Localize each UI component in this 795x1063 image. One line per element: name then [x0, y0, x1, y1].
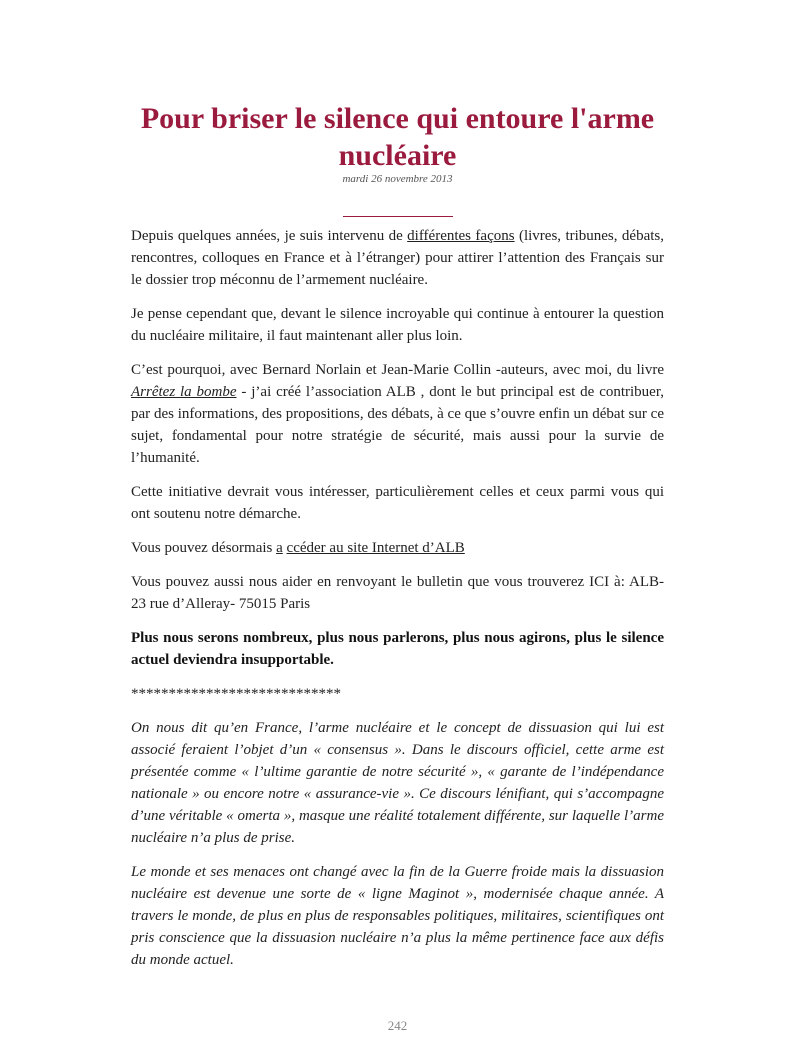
paragraph-2: Je pense cependant que, devant le silence incroyable qui continue à entourer la question du nucléaire militaire, il faut maintenant aller plus loin.	[131, 306, 664, 344]
paragraph-1-text-b: (livres, tribunes, débats, rencontres, colloques en France et à l’étranger) pour attirer l’attention des Français sur le dossier trop méconnu de l’armement nucléaire.	[131, 228, 664, 288]
paragraph-1-text-a: Depuis quelques années, je suis intervenu de	[131, 228, 408, 244]
link-acceder-site-alb[interactable]: ccéder au site Internet d’ALB	[286, 540, 465, 556]
paragraph-3-text-a: C’est pourquoi, avec Bernard Norlain et Jean-Marie Collin -auteurs, avec moi, du livre	[131, 362, 664, 378]
paragraph-4: Cette initiative devrait vous intéresser, particulièrement celles et ceux parmi vous qui ont soutenu notre démarche.	[131, 484, 664, 522]
link-acceder-part1[interactable]: a	[276, 540, 283, 556]
page-number: 242	[387, 1018, 408, 1033]
link-arretez-la-bombe[interactable]: Arrêtez la bombe	[131, 384, 237, 400]
link-differentes-facons[interactable]: différentes façons	[407, 228, 515, 244]
article-body	[131, 225, 664, 983]
paragraph-7-bold: Plus nous serons nombreux, plus nous parlerons, plus nous agirons, plus le silence actuel deviendra insupportable.	[131, 630, 664, 668]
paragraph-3	[131, 359, 664, 469]
paragraph-5	[131, 537, 664, 559]
stars-separator: ****************************	[131, 686, 341, 702]
paragraph-8: On nous dit qu’en France, l’arme nucléaire et le concept de dissuasion qui lui est associé feraient l’objet d’un « consensus ». Dans le discours officiel, cette arme est présentée comme « l’ultime garantie de notre sécurité », « garante de l’indépendance nationale » ou encore notre « assurance-vie ». Ce discours lénifiant, qui s’accompagne d’une véritable « omerta », masque une réalité totalement différente, sur laquelle l’arme nucléaire n’a plus de prise.	[131, 720, 664, 846]
paragraph-1	[131, 225, 664, 291]
paragraph-3-text-b: - j’ai créé l’association ALB , dont le but principal est de contribuer, par des informations, des propositions, des débats, à ce que s’ouvre enfin un débat sur ce sujet, fondamental pour notre stratégie de sécurité, mais aussi pour la survie de l’humanité.	[131, 384, 664, 466]
article-title: Pour briser le silence qui entoure l'arme nucléaire	[140, 102, 655, 172]
paragraph-5-text: Vous pouvez désormais	[131, 540, 277, 556]
paragraph-6: Vous pouvez aussi nous aider en renvoyant le bulletin que vous trouverez ICI à: ALB- 23 rue d’Alleray- 75015 Paris	[131, 574, 664, 612]
title-divider	[343, 216, 453, 217]
article-date: mardi 26 novembre 2013	[342, 173, 453, 185]
paragraph-9: Le monde et ses menaces ont changé avec la fin de la Guerre froide mais la dissuasion nucléaire est devenue une sorte de « ligne Maginot », modernisée chaque année. A travers le monde, de plus en plus de responsables politiques, militaires, scientifiques ont pris conscience que la dissuasion nucléaire n’a plus la même pertinence face aux défis du monde actuel.	[131, 864, 664, 968]
